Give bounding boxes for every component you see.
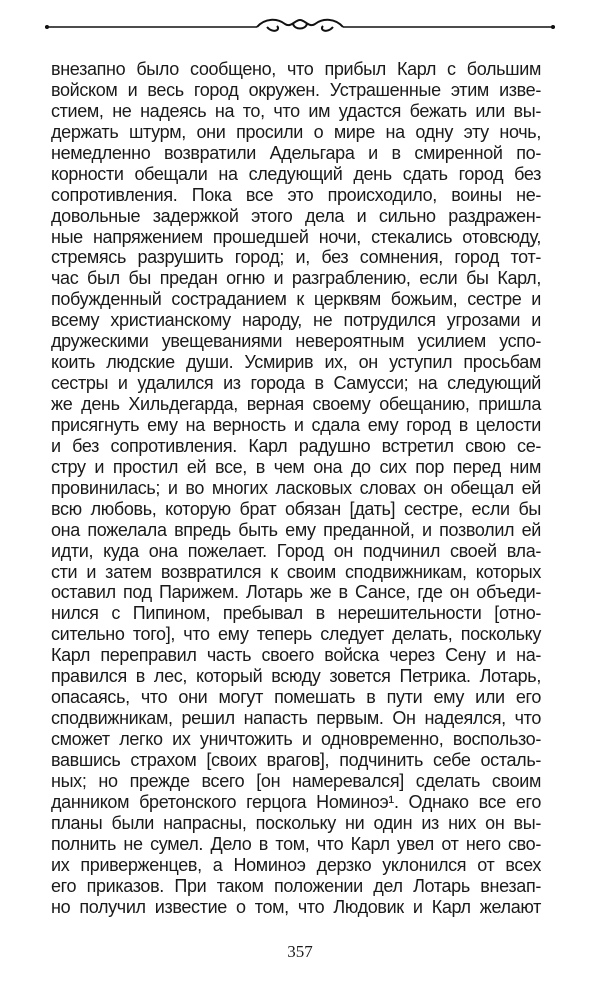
- text-line: планы были напрасны, поскольку ни один из них он вы-: [51, 812, 541, 833]
- text-line: идти, куда она пожелает. Город он подчинил своей вла-: [51, 540, 541, 561]
- page-number: 357: [287, 942, 313, 961]
- text-line: стием, не надеясь на то, что им удастся бежать или вы-: [51, 100, 541, 121]
- text-line: данником бретонского герцога Номиноэ¹. Однако все его: [51, 791, 541, 812]
- text-line: час был бы предан огню и разграблению, если бы Карл,: [51, 268, 541, 289]
- text-line: ные напряжением прошедшей ночи, стекались отовсюду,: [51, 226, 541, 247]
- text-line: сможет легко их уничтожить и одновременно, воспользо-: [51, 729, 541, 749]
- text-line: всю любовь, которую брат обязан [дать] сестре, если бы: [51, 498, 541, 519]
- text-line: побужденный состраданием к церквям божьим, сестре и: [51, 289, 541, 310]
- text-line: войском и весь город окружен. Устрашенные этим изве-: [51, 79, 541, 100]
- text-line: опасаясь, что они могут помешать в пути ему или его: [51, 687, 541, 708]
- text-line: ных; но прежде всего [он намеревался] сделать своим: [51, 770, 541, 791]
- text-line: присягнуть ему на верность и сдала ему город в целости: [51, 414, 541, 435]
- text-line: она пожелала впредь быть ему преданной, и позволил ей: [51, 519, 541, 540]
- text-line: сестры и удалился из города в Самусси; на следующий: [51, 373, 541, 394]
- text-line: внезапно было сообщено, что прибыл Карл с большим: [51, 59, 541, 79]
- text-line: стремясь разрушить город; и, без сомнения, город тот-: [51, 247, 541, 268]
- text-line: коить людские души. Усмирив их, он уступил просьбам: [51, 352, 541, 373]
- header-ornament-icon: [45, 14, 555, 40]
- text-line: сопротивления. Пока все это происходило, воины не-: [51, 184, 541, 205]
- text-line: вавшись страхом [своих врагов], подчинить себе осталь-: [51, 749, 541, 770]
- text-line: его приказов. При таком положении дел Лотарь внезап-: [51, 875, 541, 896]
- text-line: же день Хильдегарда, верная своему обещанию, пришла: [51, 394, 541, 414]
- text-line: сподвижникам, решил напасть первым. Он надеялся, что: [51, 708, 541, 729]
- text-line: сительно того], что ему теперь следует делать, поскольку: [51, 624, 541, 645]
- text-line: и без сопротивления. Карл радушно встретил свою се-: [51, 435, 541, 456]
- text-line: но получил известие о том, что Людовик и Карл желают: [51, 896, 541, 917]
- text-line: корности обещали на следующий день сдать город без: [51, 163, 541, 184]
- text-line: оставил под Парижем. Лотарь же в Сансе, где он объеди-: [51, 582, 541, 603]
- text-line: всему христианскому народу, не потрудился угрозами и: [51, 310, 541, 331]
- text-line: нился с Пипином, пребывал в нерешительности [отно-: [51, 603, 541, 624]
- text-line: сти и затем возвратился к своим сподвижникам, которых: [51, 561, 541, 582]
- body-text: [51, 59, 541, 917]
- text-line: правился в лес, который всюду зовется Петрика. Лотарь,: [51, 666, 541, 687]
- text-line: провинилась; и во многих ласковых словах он обещал ей: [51, 477, 541, 498]
- text-line: их приверженцев, а Номиноэ дерзко уклонился от всех: [51, 854, 541, 875]
- text-line: стру и простил ей все, в чем она до сих пор перед ним: [51, 456, 541, 477]
- text-line: полнить не сумел. Дело в том, что Карл увел от него сво-: [51, 833, 541, 854]
- text-line: держать штурм, они просили о мире на одну эту ночь,: [51, 121, 541, 142]
- text-line: Карл переправил часть своего войска через Сену и на-: [51, 645, 541, 666]
- text-line: дружескими увещеваниями невероятным усилием успо-: [51, 331, 541, 352]
- text-line: немедленно возвратили Адельгара и в смиренной по-: [51, 142, 541, 163]
- text-line: довольные задержкой этого дела и сильно раздражен-: [51, 205, 541, 226]
